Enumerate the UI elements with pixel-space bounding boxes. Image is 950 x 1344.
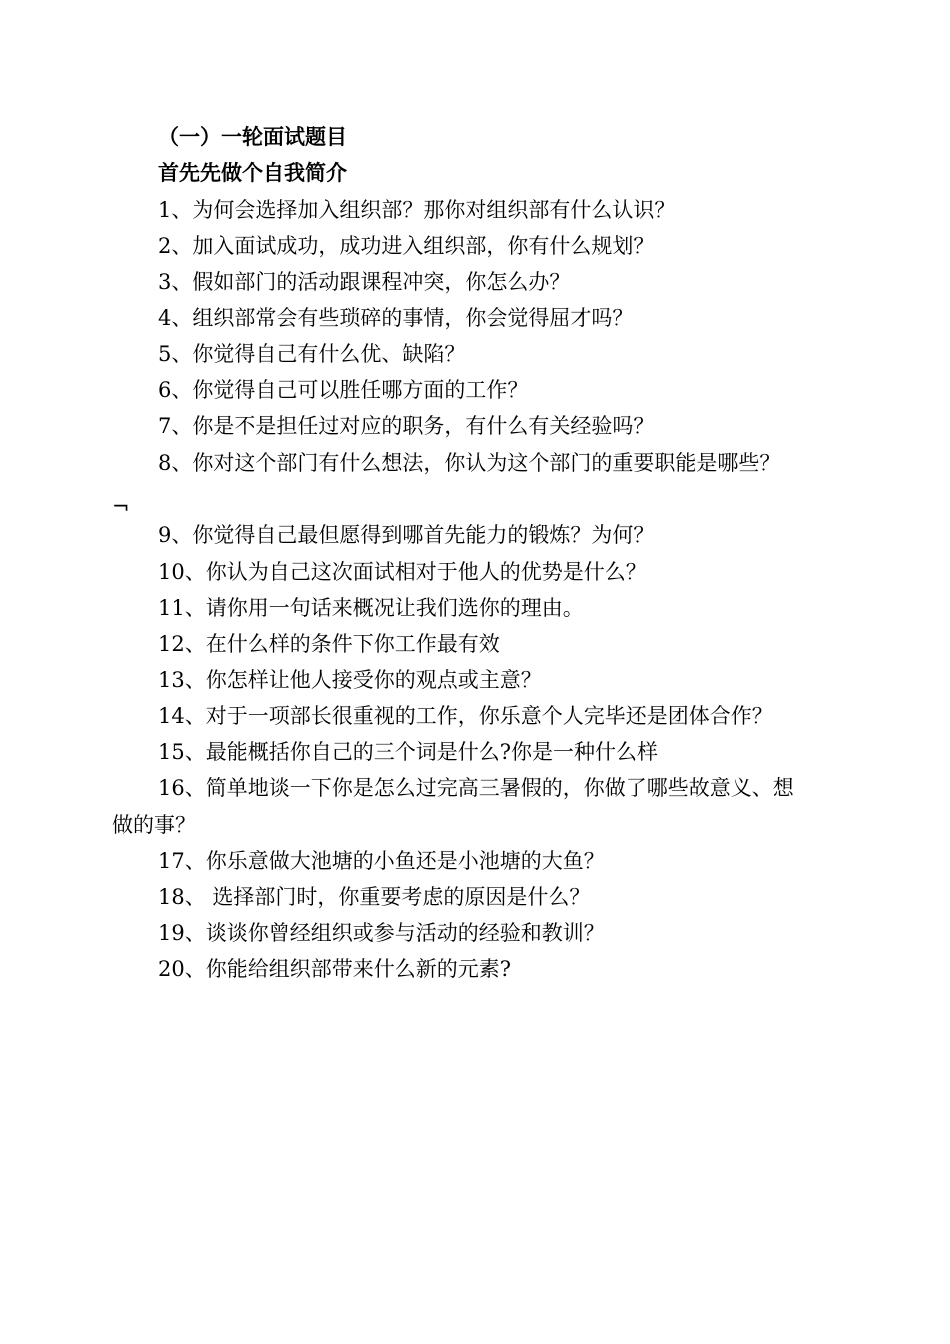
section-title: （一）一轮面试题目 [158,125,347,149]
question-15: 15、最能概括你自己的三个词是什么?你是一种什么样 [158,740,658,764]
question-4: 4、组织部常会有些琐碎的事情，你会觉得屈才吗？ [158,306,634,330]
question-2: 2、加入面试成功，成功进入组织部，你有什么规划？ [158,234,655,258]
question-18: 18、 选择部门时，你重要考虑的原因是什么？ [158,885,591,909]
question-17: 17、你乐意做大池塘的小鱼还是小池塘的大鱼？ [158,849,605,873]
stray-mark: ¬ [112,495,130,519]
question-10: 10、你认为自己这次面试相对于他人的优势是什么？ [158,560,647,584]
intro-prompt: 首先先做个自我简介 [158,161,347,185]
question-7: 7、你是不是担任过对应的职务，有什么有关经验吗？ [158,414,655,438]
question-3: 3、假如部门的活动跟课程冲突，你怎么办？ [158,270,571,294]
question-20: 20、你能给组织部带来什么新的元素? [158,957,511,981]
question-9: 9、你觉得自己最但愿得到哪首先能力的锻炼？为何？ [158,523,655,547]
question-13: 13、你怎样让他人接受你的观点或主意？ [158,668,542,692]
question-1: 1、为何会选择加入组织部？那你对组织部有什么认识？ [158,198,676,222]
question-6: 6、你觉得自己可以胜任哪方面的工作？ [158,378,529,402]
question-11: 11、请你用一句话来概况让我们选你的理由。 [158,596,584,620]
question-12: 12、在什么样的条件下你工作最有效 [158,632,500,656]
question-8: 8、你对这个部门有什么想法，你认为这个部门的重要职能是哪些？ [158,451,781,475]
question-19: 19、谈谈你曾经组织或参与活动的经验和教训？ [158,921,605,945]
question-16-continuation: 做的事？ [112,813,196,837]
question-14: 14、对于一项部长很重视的工作，你乐意个人完毕还是团体合作？ [158,704,773,728]
question-16: 16、简单地谈一下你是怎么过完高三暑假的，你做了哪些故意义、想 [158,776,794,800]
question-5: 5、你觉得自己有什么优、缺陷？ [158,342,466,366]
